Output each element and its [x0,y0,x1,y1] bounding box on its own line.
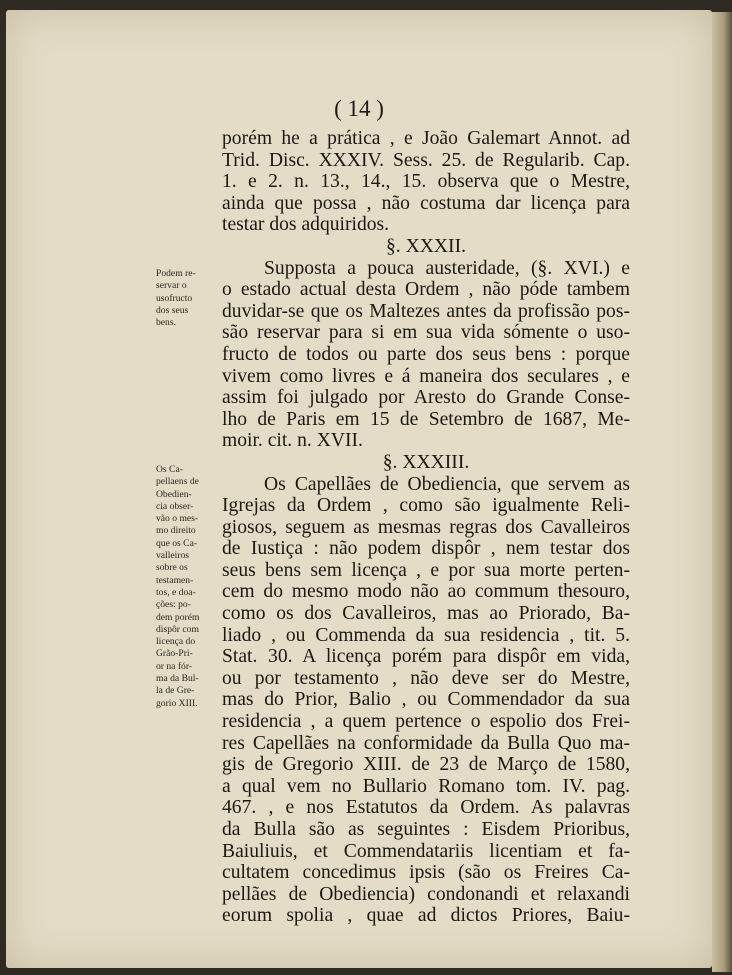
margin-note-line: que os Ca- [156,537,198,549]
margin-note-line: mo direito [156,525,196,537]
text-line: a qual vem no Bullario Romano tom. IV. pag. [222,775,630,797]
margin-note-line: dispôr com [156,623,199,635]
text-line: de Iustiça : não podem dispôr , nem testar dos [222,538,630,560]
text-line: vivem como livres e á maneira dos seculares , e [222,365,630,387]
margin-note-capellaens [156,464,218,710]
text-line: duvidar-se que os Maltezes antes da profissão pos- [222,300,630,322]
margin-note-line: sobre os [156,562,188,574]
margin-note-podem-reservar [156,268,218,329]
text-line: cem do mesmo modo não ao commum thesouro, [222,581,630,603]
text-line: eorum spolia , quae ad dictos Priores, Baiu- [222,905,630,927]
text-line: fructo de todos ou parte dos seus bens : porque [222,343,630,365]
margin-note-line: Os Ca- [156,464,183,475]
margin-note-line: ma da Bul- [156,673,199,685]
text-line: mas do Prior, Balio , ou Commendador da sua [222,689,630,711]
margin-note-line: Podem re- [156,268,196,279]
text-line: assim foi julgado por Aresto do Grande Conse- [222,387,630,409]
text-line: liado , ou Commenda da sua residencia , tit. 5. [222,624,630,646]
text-line: Trid. Disc. XXXIV. Sess. 25. de Regularib. Cap. [222,149,630,171]
text-line: Os Capellães de Obediencia, que servem as [264,473,630,495]
text-line: Stat. 30. A licença porém para dispôr em vida, [222,646,630,668]
text-line: lho de Paris em 15 de Setembro de 1687, Me- [222,408,630,430]
text-line: residencia , a quem pertence o espolio dos Frei- [222,711,630,733]
body-text [222,128,630,927]
margin-note-line: Obedien- [156,488,192,500]
margin-note-line: la de Gre- [156,685,195,697]
text-line: porém he a prática , e João Galemart Annot. ad [222,128,630,149]
section-heading: §. XXXIII. [382,451,470,473]
margin-note-line: valleiros [156,550,190,562]
page-number: ( 14 ) [334,96,384,121]
margin-note-line: ções: po- [156,599,191,611]
margin-note-line: licença do [156,636,196,648]
text-line: Supposta a pouca austeridade, (§. XVI.) e [264,257,630,279]
margin-note-line: vão o mes- [156,513,199,525]
margin-note-line: bens. [156,317,176,329]
margin-note-line: usofructo [156,292,193,304]
next-page-edge [712,12,732,972]
margin-note-line: dos seus [156,304,189,316]
text-line: da Bulla são as seguintes : Eisdem Prioribus, [222,819,630,840]
margin-note-line: dem porém [156,611,200,623]
text-line: são reservar para si em sua vida sómente o uso- [222,322,630,344]
margin-note-line: cia obser- [156,500,194,512]
section-heading: §. XXXII. [386,235,466,257]
text-line: 1. e 2. n. 13., 14., 15. observa que o Mestre, [222,171,630,193]
text-line: seus bens sem licença , e por sua morte perten- [222,559,630,581]
margin-note-line: servar o [156,280,187,292]
text-line: testar dos adquiridos. [222,214,390,236]
text-line: gis de Gregorio XIII. de 23 de Março de 1580, [222,754,630,776]
text-line: como os dos Cavalleiros, mas ao Priorado, Ba- [222,603,630,625]
text-line: pellães de Obediencia) condonandi et relaxandi [222,883,630,905]
text-line: ou por testamento , não deve ser do Mestre, [222,667,630,689]
book-page [6,10,712,968]
text-line: 467. , e nos Estatutos da Ordem. As palavras [222,797,630,819]
text-line: cultatem concedimus ipsis (são os Freires Ca- [222,862,630,884]
margin-note-line: or na fór- [156,660,193,672]
margin-note-line: tos, e doa- [156,586,196,598]
text-line: Igrejas da Ordem , como são igualmente Reli- [222,495,630,517]
margin-note-line: pellaens de [156,476,199,488]
margin-note-line: Grão-Pri- [156,648,193,660]
text-line: Baiuliuis, et Commendatariis licentiam et fa- [222,840,630,862]
text-line: moir. cit. n. XVII. [222,430,363,452]
margin-note-line: gorio XIII. [156,697,198,709]
text-line: giosos, seguem as mesmas regras dos Cavalleiros [222,516,630,538]
text-line: ainda que possa , não costuma dar licença para [222,192,630,214]
margin-note-line: testamen- [156,574,194,586]
text-line: o estado actual desta Ordem , não póde tambem [222,279,630,301]
text-line: res Capellães na conformidade da Bulla Quo ma- [222,732,630,754]
